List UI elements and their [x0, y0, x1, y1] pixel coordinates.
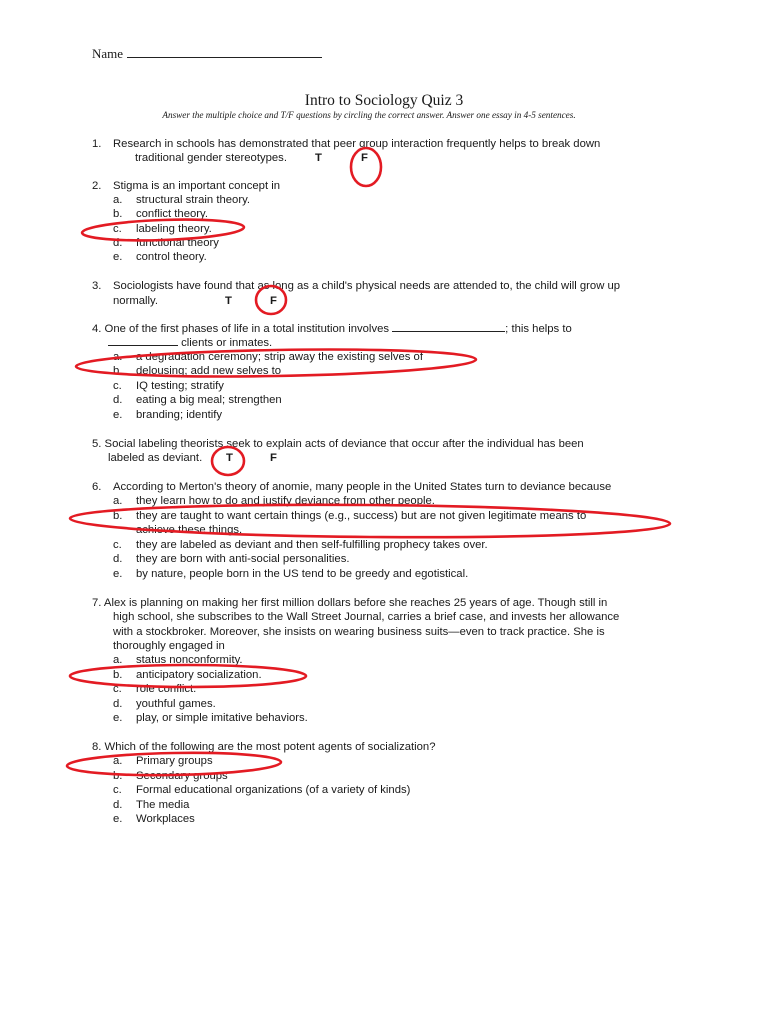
q2-stem: Stigma is an important concept in — [113, 180, 281, 192]
q7-option-letter: c. — [113, 683, 122, 695]
q2-option-text: functional theory — [136, 237, 219, 249]
q8-option-letter: e. — [113, 813, 123, 825]
q8-option-text: Primary groups — [136, 755, 213, 767]
q4-option-letter: c. — [113, 380, 122, 392]
q4-option-text: delousing; add new selves to — [136, 365, 282, 377]
q4-option-text: IQ testing; stratify — [136, 380, 224, 392]
name-field — [92, 45, 322, 62]
q8-option-letter: a. — [113, 755, 123, 767]
q6-stem: According to Merton's theory of anomie, many people in the United States turn to deviance because — [113, 481, 612, 493]
q6-option-text: they are taught to want certain things (e.g., success) but are not given legitimate means to — [136, 510, 587, 522]
q7-option-letter: b. — [113, 669, 123, 681]
q4-option-letter: b. — [113, 365, 123, 377]
q6-option-letter: a. — [113, 495, 123, 507]
q7-text-line4: thoroughly engaged in — [113, 640, 225, 652]
q4-stem-start: 4. One of the first phases of life in a total institution involves — [92, 323, 390, 335]
q1-number: 1. — [92, 138, 102, 150]
q4-option-text: eating a big meal; strengthen — [136, 394, 282, 406]
q4-stem-end: clients or inmates. — [181, 337, 273, 349]
q3-number: 3. — [92, 280, 102, 292]
q3-false-option: F — [270, 295, 277, 307]
q4-option-text: a degradation ceremony; strip away the existing selves of — [136, 351, 423, 363]
q4-text-line1 — [92, 321, 572, 336]
q1-true-option: T — [315, 152, 322, 164]
q2-option-letter: d. — [113, 237, 123, 249]
name-label: Name — [92, 46, 124, 61]
q5-text-line2: labeled as deviant. — [108, 452, 203, 464]
q8-option-letter: c. — [113, 784, 122, 796]
q4-option-letter: d. — [113, 394, 123, 406]
q2-option-letter: c. — [113, 223, 122, 235]
q6-option-letter: e. — [113, 568, 123, 580]
q2-option-letter: b. — [113, 208, 123, 220]
instructions: Answer the multiple choice and T/F questions by circling the correct answer. Answer one essay in 4-5 sentences. — [162, 110, 576, 120]
q6-option-text-continued: achieve these things. — [136, 524, 243, 536]
q4-blank-2 — [108, 335, 178, 346]
q1-text-line2: traditional gender stereotypes. — [135, 152, 287, 164]
q5-text-line1: 5. Social labeling theorists seek to explain acts of deviance that occur after the individual has been — [92, 438, 584, 450]
q4-stem-middle: ; this helps to — [505, 323, 572, 335]
q5-true-option: T — [226, 452, 233, 464]
q7-option-text: play, or simple imitative behaviors. — [136, 712, 308, 724]
q6-number: 6. — [92, 481, 102, 493]
q2-option-text: conflict theory. — [136, 208, 208, 220]
q2-option-text: structural strain theory. — [136, 194, 251, 206]
q6-option-text: they are labeled as deviant and then self-fulfilling prophecy takes over. — [136, 539, 488, 551]
q6-option-letter: b. — [113, 510, 123, 522]
q6-option-text: by nature, people born in the US tend to be greedy and egotistical. — [136, 568, 469, 580]
q2-option-text: control theory. — [136, 251, 207, 263]
q8-option-letter: b. — [113, 770, 123, 782]
q2-option-letter: a. — [113, 194, 123, 206]
q1-text-line1: Research in schools has demonstrated that peer group interaction frequently helps to break down — [113, 138, 601, 150]
q8-option-letter: d. — [113, 799, 123, 811]
q7-text-line2: high school, she subscribes to the Wall Street Journal, carries a brief case, and invests her allowance — [113, 611, 620, 623]
q6-option-text: they learn how to do and justify deviance from other people. — [136, 495, 435, 507]
q8-stem: 8. Which of the following are the most potent agents of socialization? — [92, 741, 436, 753]
q8-option-text: The media — [136, 799, 190, 811]
q7-option-text: youthful games. — [136, 698, 216, 710]
q3-text-line1: Sociologists have found that as long as a child's physical needs are attended to, the child will grow up — [113, 280, 621, 292]
name-blank-line — [127, 45, 322, 58]
q7-option-text: anticipatory socialization. — [136, 669, 262, 681]
q8-option-text: Formal educational organizations (of a variety of kinds) — [136, 784, 411, 796]
q7-text-line1: 7. Alex is planning on making her first million dollars before she reaches 25 years of age. Though still in — [92, 597, 608, 609]
q2-number: 2. — [92, 180, 102, 192]
q8-option-text: Workplaces — [136, 813, 195, 825]
q3-text-line2: normally. — [113, 295, 158, 307]
q4-option-letter: e. — [113, 409, 123, 421]
q7-option-letter: e. — [113, 712, 123, 724]
q6-option-text: they are born with anti-social personalities. — [136, 553, 350, 565]
q7-option-text: role conflict. — [136, 683, 197, 695]
q7-option-text: status nonconformity. — [136, 654, 243, 666]
q2-option-text: labeling theory. — [136, 223, 212, 235]
q4-text-line2 — [108, 335, 272, 350]
q7-text-line3: with a stockbroker. Moreover, she insists on wearing business suits—even to track practice. She is — [113, 626, 605, 638]
q6-option-letter: d. — [113, 553, 123, 565]
q4-option-text: branding; identify — [136, 409, 223, 421]
q7-option-letter: a. — [113, 654, 123, 666]
q1-false-option: F — [361, 152, 368, 164]
page-title: Intro to Sociology Quiz 3 — [304, 92, 464, 109]
q6-option-letter: c. — [113, 539, 122, 551]
q4-option-letter: a. — [113, 351, 123, 363]
q3-true-option: T — [225, 295, 232, 307]
q7-option-letter: d. — [113, 698, 123, 710]
q2-option-letter: e. — [113, 251, 123, 263]
q8-option-text: Secondary groups — [136, 770, 228, 782]
q5-false-option: F — [270, 452, 277, 464]
q4-blank-1 — [392, 321, 505, 332]
